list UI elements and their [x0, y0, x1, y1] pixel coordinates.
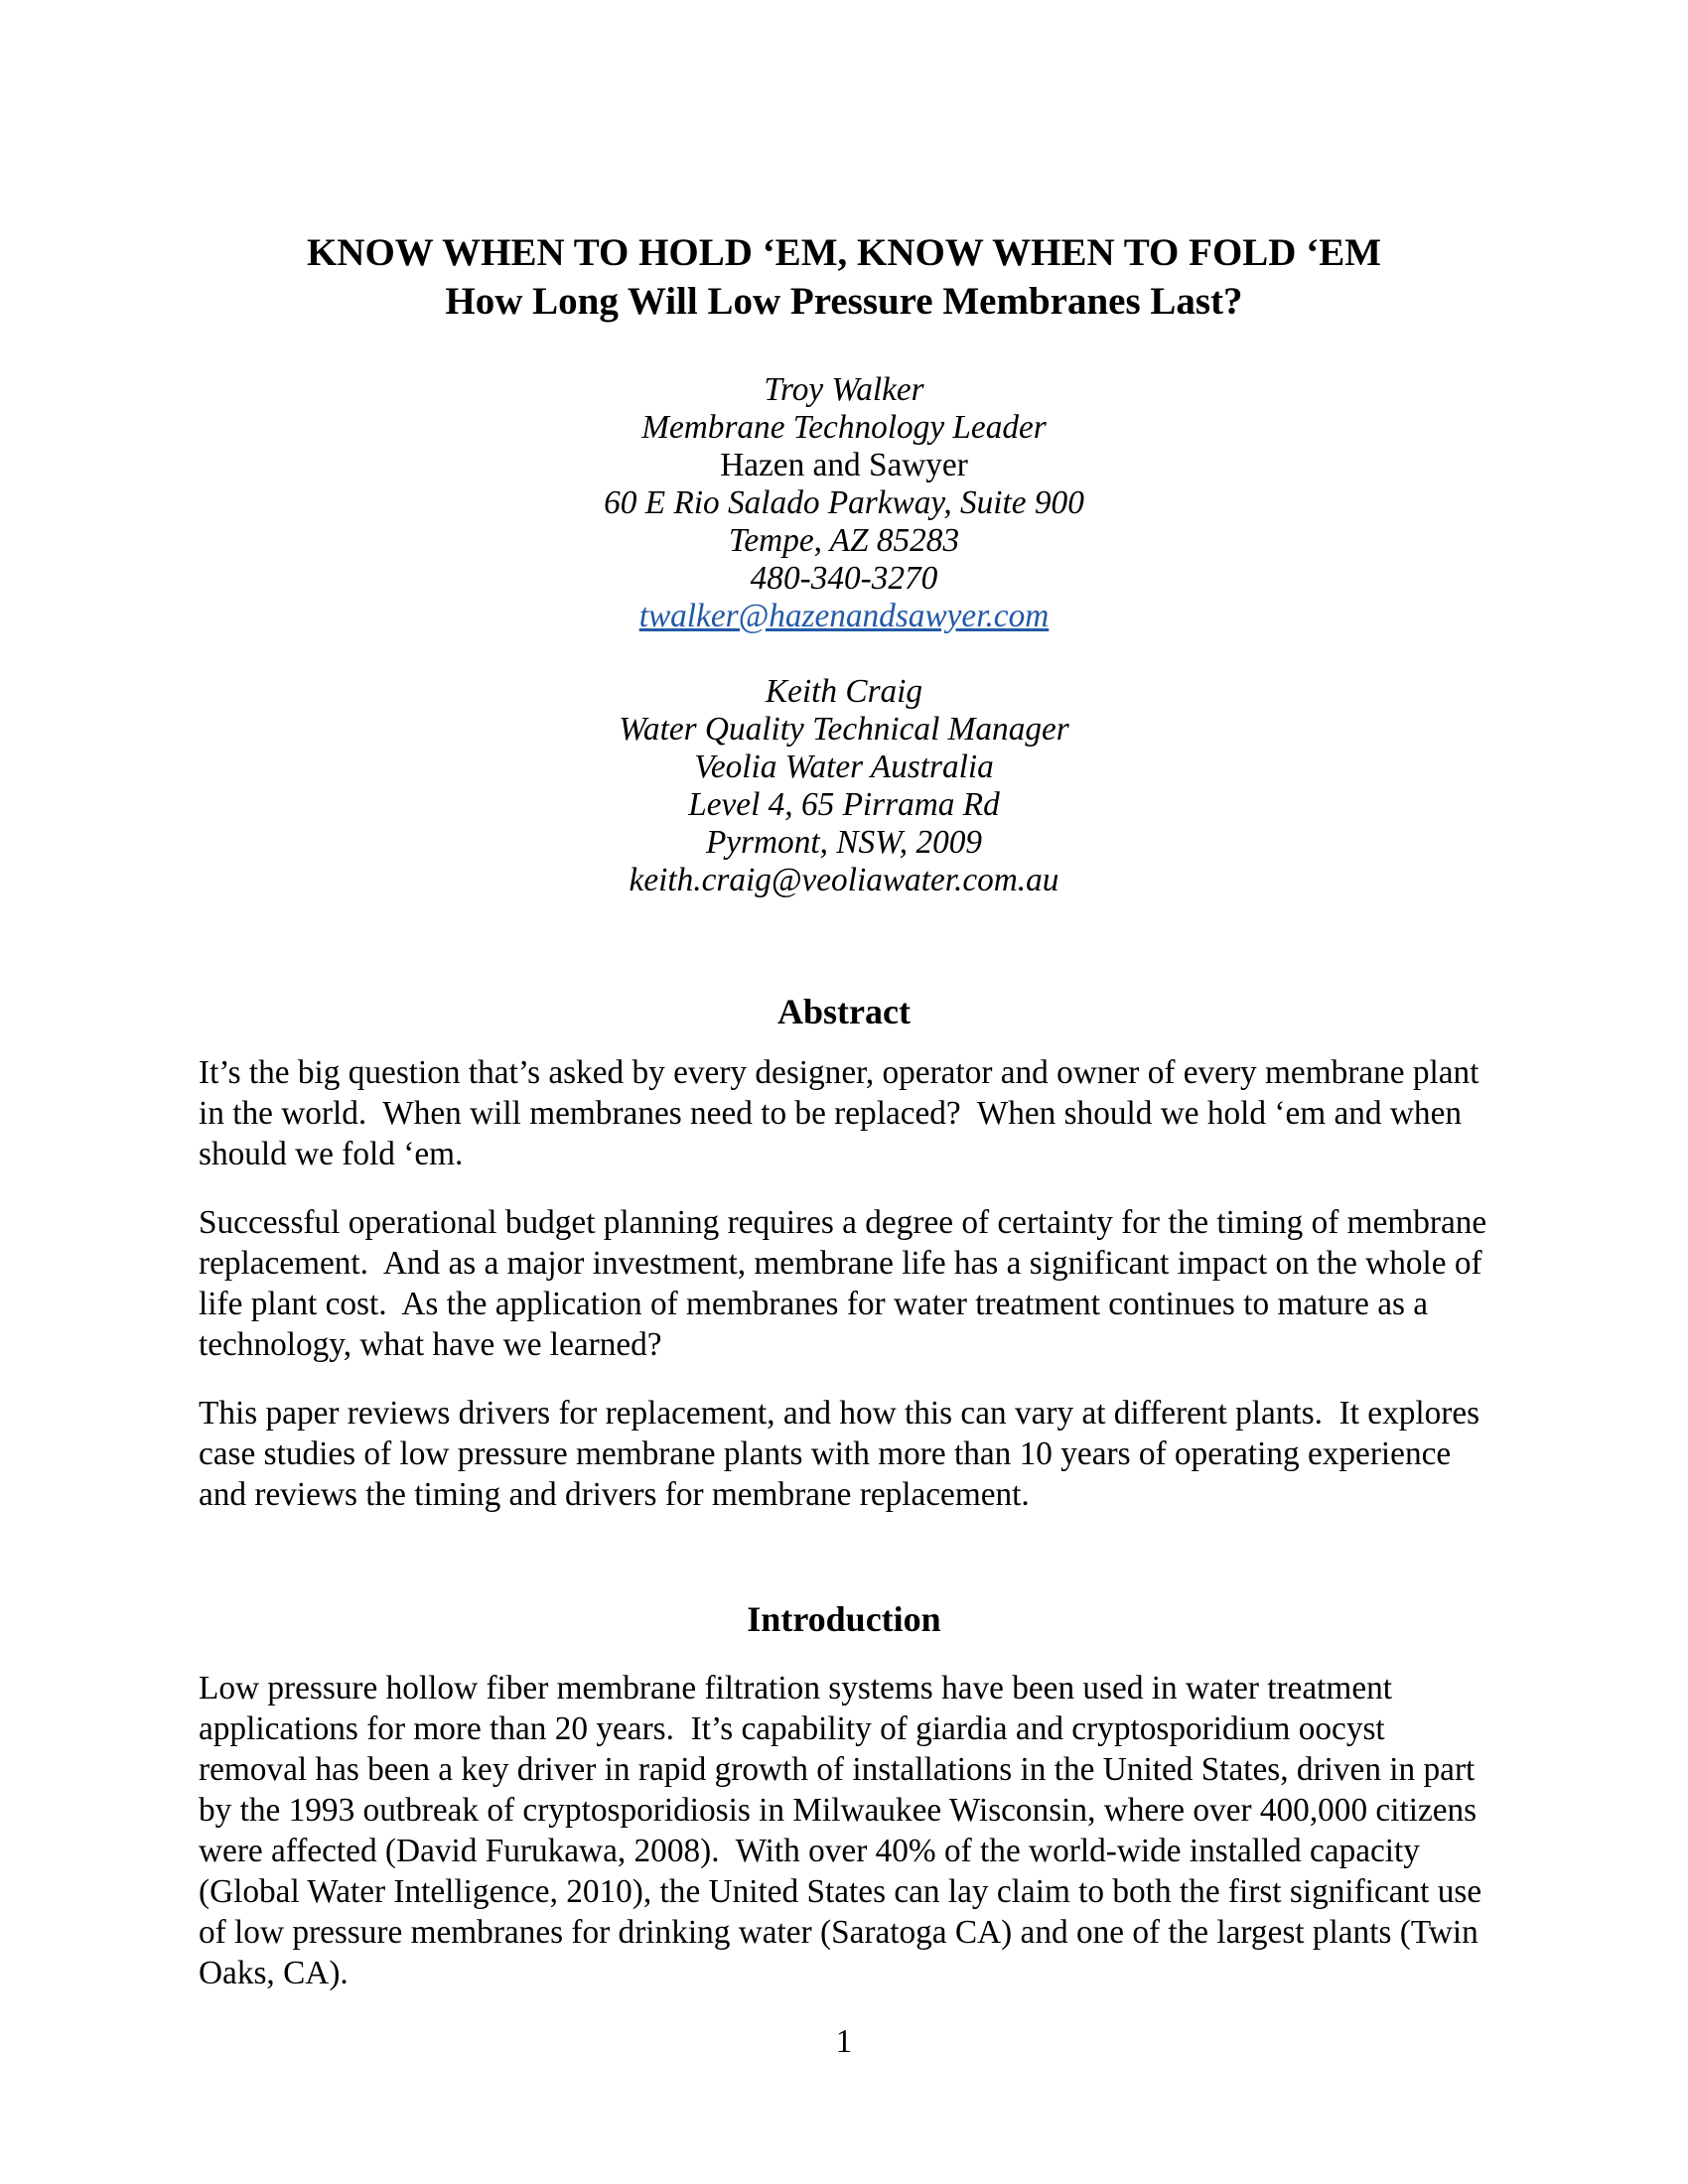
- paper-title-line-1: KNOW WHEN TO HOLD ‘EM, KNOW WHEN TO FOLD ‘EM: [306, 231, 1382, 274]
- abstract-section: [199, 1052, 1495, 1515]
- introduction-heading: Introduction: [747, 1599, 941, 1639]
- author-address-line-1: Level 4, 65 Pirrama Rd: [688, 786, 1000, 823]
- paper-title-line-2: How Long Will Low Pressure Membranes Last?: [445, 280, 1243, 323]
- abstract-paragraph-3: This paper reviews drivers for replacement, and how this can vary at different plants. It explores case studies of low pressure membrane plants with more than 10 years of operating experience and reviews the timing and drivers for membrane replacement.: [199, 1395, 1488, 1513]
- abstract-paragraph-2: Successful operational budget planning requires a degree of certainty for the timing of membrane replacement. And as a major investment, membrane life has a significant impact on the whole of life plant cost. As the application of membranes for water treatment continues to mature as a technology, what have we learned?: [199, 1204, 1495, 1363]
- author-address-line-2: Tempe, AZ 85283: [728, 522, 960, 559]
- author-email-text: keith.craig@veoliawater.com.au: [629, 862, 1059, 898]
- page-number: 1: [835, 2023, 853, 2060]
- author-name: Keith Craig: [765, 673, 923, 710]
- paper-title: [199, 228, 1489, 326]
- author-role: Water Quality Technical Manager: [619, 711, 1069, 748]
- author-organization: Hazen and Sawyer: [720, 447, 968, 483]
- introduction-paragraph-1: Low pressure hollow fiber membrane filtration systems have been used in water treatment applications for more than 20 years. It’s capability of giardia and cryptosporidium oocyst removal has been a key driver in rapid growth of installations in the United States, driven in part by the 1993 outbreak of cryptosporidiosis in Milwaukee Wisconsin, where over 400,000 citizens were affected (David Furukawa, 2008). With over 40% of the world-wide installed capacity (Global Water Intelligence, 2010), the United States can lay claim to both the first significant use of low pressure membranes for drinking water (Saratoga CA) and one of the largest plants (Twin Oaks, CA).: [199, 1670, 1490, 1991]
- author-name: Troy Walker: [764, 371, 924, 408]
- abstract-paragraph-1: It’s the big question that’s asked by every designer, operator and owner of every membrane plant in the world. When will membranes need to be replaced? When should we hold ‘em and when should we fold ‘em.: [199, 1054, 1487, 1172]
- author-phone: 480-340-3270: [750, 560, 938, 597]
- author-address-line-2: Pyrmont, NSW, 2009: [705, 824, 983, 861]
- author-email-link[interactable]: twalker@hazenandsawyer.com: [638, 598, 1050, 634]
- author-role: Membrane Technology Leader: [641, 409, 1047, 446]
- author-block-primary: [199, 371, 1489, 635]
- introduction-section: [199, 1668, 1489, 1993]
- author-email-line: [199, 598, 1489, 635]
- author-address-line-1: 60 E Rio Salado Parkway, Suite 900: [604, 484, 1084, 521]
- author-block-secondary: [199, 673, 1489, 899]
- author-organization: Veolia Water Australia: [694, 749, 994, 785]
- abstract-heading: Abstract: [777, 992, 911, 1031]
- author-blocks: [199, 371, 1489, 899]
